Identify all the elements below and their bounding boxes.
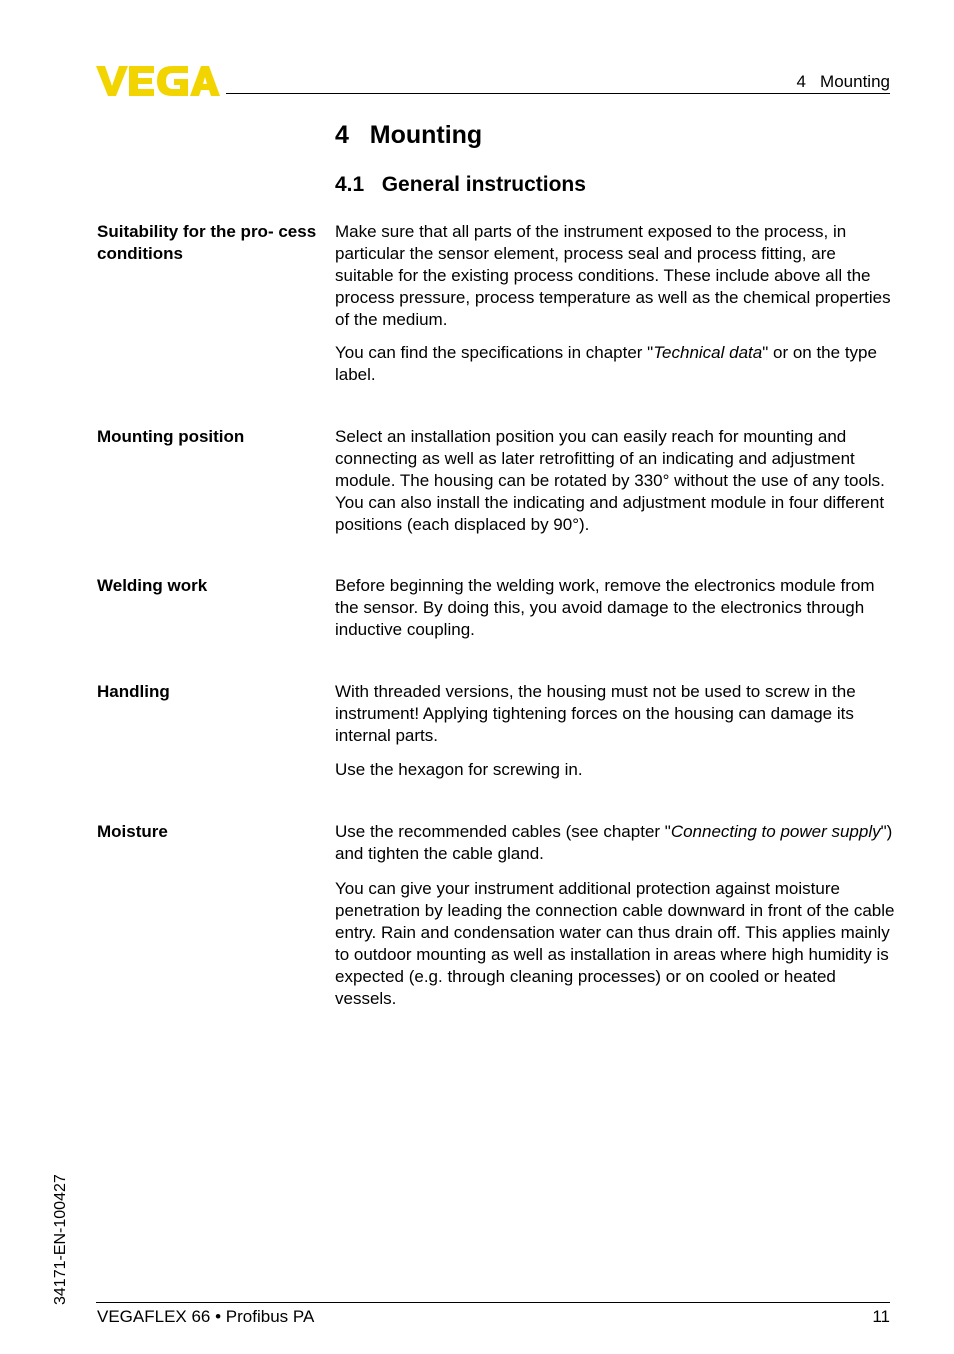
paragraph-moisture-1: Use the recommended cables (see chapter "Connecting to power supply") and tighten the cable gland. (335, 822, 893, 863)
connecting-power-reference: Connecting to power supply (670, 822, 881, 841)
paragraph-suitability-1: Make sure that all parts of the instrument exposed to the process, in particular the sensor element, process seal and process fitting, are suitable for the existing process conditions. These include above all the process pressure, process temperature as well as the chemical properties of the medium. (335, 222, 891, 329)
page-number: 11 (872, 1307, 890, 1326)
paragraph-suitability-2: You can find the specifications in chapter "Technical data" or on the type label. (335, 343, 877, 384)
technical-data-reference: Technical data (653, 343, 763, 362)
vega-logo (96, 64, 220, 98)
footer-product: VEGAFLEX 66 • Profibus PA (97, 1307, 315, 1326)
section-title: 4.1 General instructions (335, 173, 586, 196)
paragraph-welding-work: Before beginning the welding work, remove the electronics module from the sensor. By doing this, you avoid damage to the electronics through inductive coupling. (335, 576, 875, 639)
side-label-moisture: Moisture (97, 822, 168, 841)
header-rule (226, 93, 890, 94)
side-label-mounting-position: Mounting position (97, 427, 245, 446)
footer-rule (96, 1302, 890, 1303)
paragraph-moisture-2: You can give your instrument additional protection against moisture penetration by leading the connection cable downward in front of the cable entry. Rain and condensation water can thus drain off. This applies mainly to outdoor mounting as well as installation in areas where high humidity is expected (e.g. through cleaning processes) or on cooled or heated vessels. (335, 879, 895, 1008)
paragraph-mounting-position: Select an installation position you can easily reach for mounting and connecting as well as later retrofitting of an indicating and adjustment module. The housing can be rotated by 330° without the use of any tools. You can also install the indicating and adjustment module in four different positions (each displaced by 90°). (335, 427, 885, 534)
side-label-handling: Handling (97, 682, 170, 701)
paragraph-handling-1: With threaded versions, the housing must not be used to screw in the instrument! Applying tightening forces on the housing can damage its internal parts. (335, 682, 856, 745)
side-label-welding-work: Welding work (97, 576, 208, 595)
running-header: 4 Mounting (796, 72, 890, 91)
paragraph-handling-2: Use the hexagon for screwing in. (335, 760, 583, 779)
chapter-title: 4 Mounting (335, 121, 483, 149)
document-code: 34171-EN-100427 (52, 1174, 69, 1305)
side-label-suitability: Suitability for the pro- cess conditions (97, 222, 317, 263)
